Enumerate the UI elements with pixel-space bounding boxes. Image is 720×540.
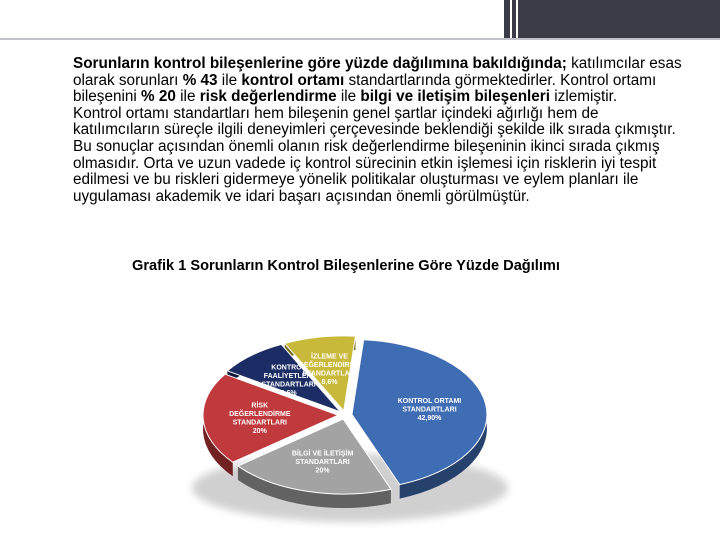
slide-header xyxy=(0,0,720,40)
pie-slice-label: KONTROL ORTAMI STANDARTLARI 42,90% xyxy=(397,397,462,422)
header-rule xyxy=(0,38,720,40)
pie-slice-label: KONTROL FAALİYETLERİ STANDARTLARI 8,6% xyxy=(261,364,316,397)
body-text xyxy=(73,56,683,205)
paragraph-1: Sorunların kontrol bileşenlerine göre yüzde dağılımına bakıldığında; katılımcılar esas olarak sorunları % 43 ile kontrol ortamı standartlarında görmektedirler. Kontrol ortamı bileşenini % 20 ile risk değerlendirme ile bilgi ve iletişim bileşenleri izlemiştir. xyxy=(73,55,682,106)
header-decoration xyxy=(504,0,720,38)
pie-slice-label: RİSK DEĞERLENDİRME STANDARTLARI 20% xyxy=(229,402,291,436)
pie-chart xyxy=(115,300,575,540)
chart-caption: Grafik 1 Sorunların Kontrol Bileşenlerine Göre Yüzde Dağılımı xyxy=(132,258,560,274)
pie-slice-label: BİLGİ VE İLETİŞİM STANDARTLARI 20% xyxy=(291,450,354,475)
paragraph-2: Kontrol ortamı standartları hem bileşenin genel şartlar içindeki ağırlığı hem de katılımcıların süreçle ilgili deneyimleri çerçevesinde beklendiği şekilde ilk sırada çıkmıştır. Bu sonuçlar açısından önemli olanın risk değerlendirme bileşeninin ikinci sırada çıkmış olmasıdır. Orta ve uzun vadede iç kontrol sürecinin etkin işlemesi için risklerin iyi tespit edilmesi ve bu riskleri gidermeye yönelik politikalar oluşturması ve eylem planları ile uygulaması akademik ve idari başarı açısından önemli görülmüştür. xyxy=(73,104,676,205)
pie-slice-label: İZLEME VE DEĞERLENDİRME STANDARTLARI 8,6% xyxy=(298,353,361,386)
